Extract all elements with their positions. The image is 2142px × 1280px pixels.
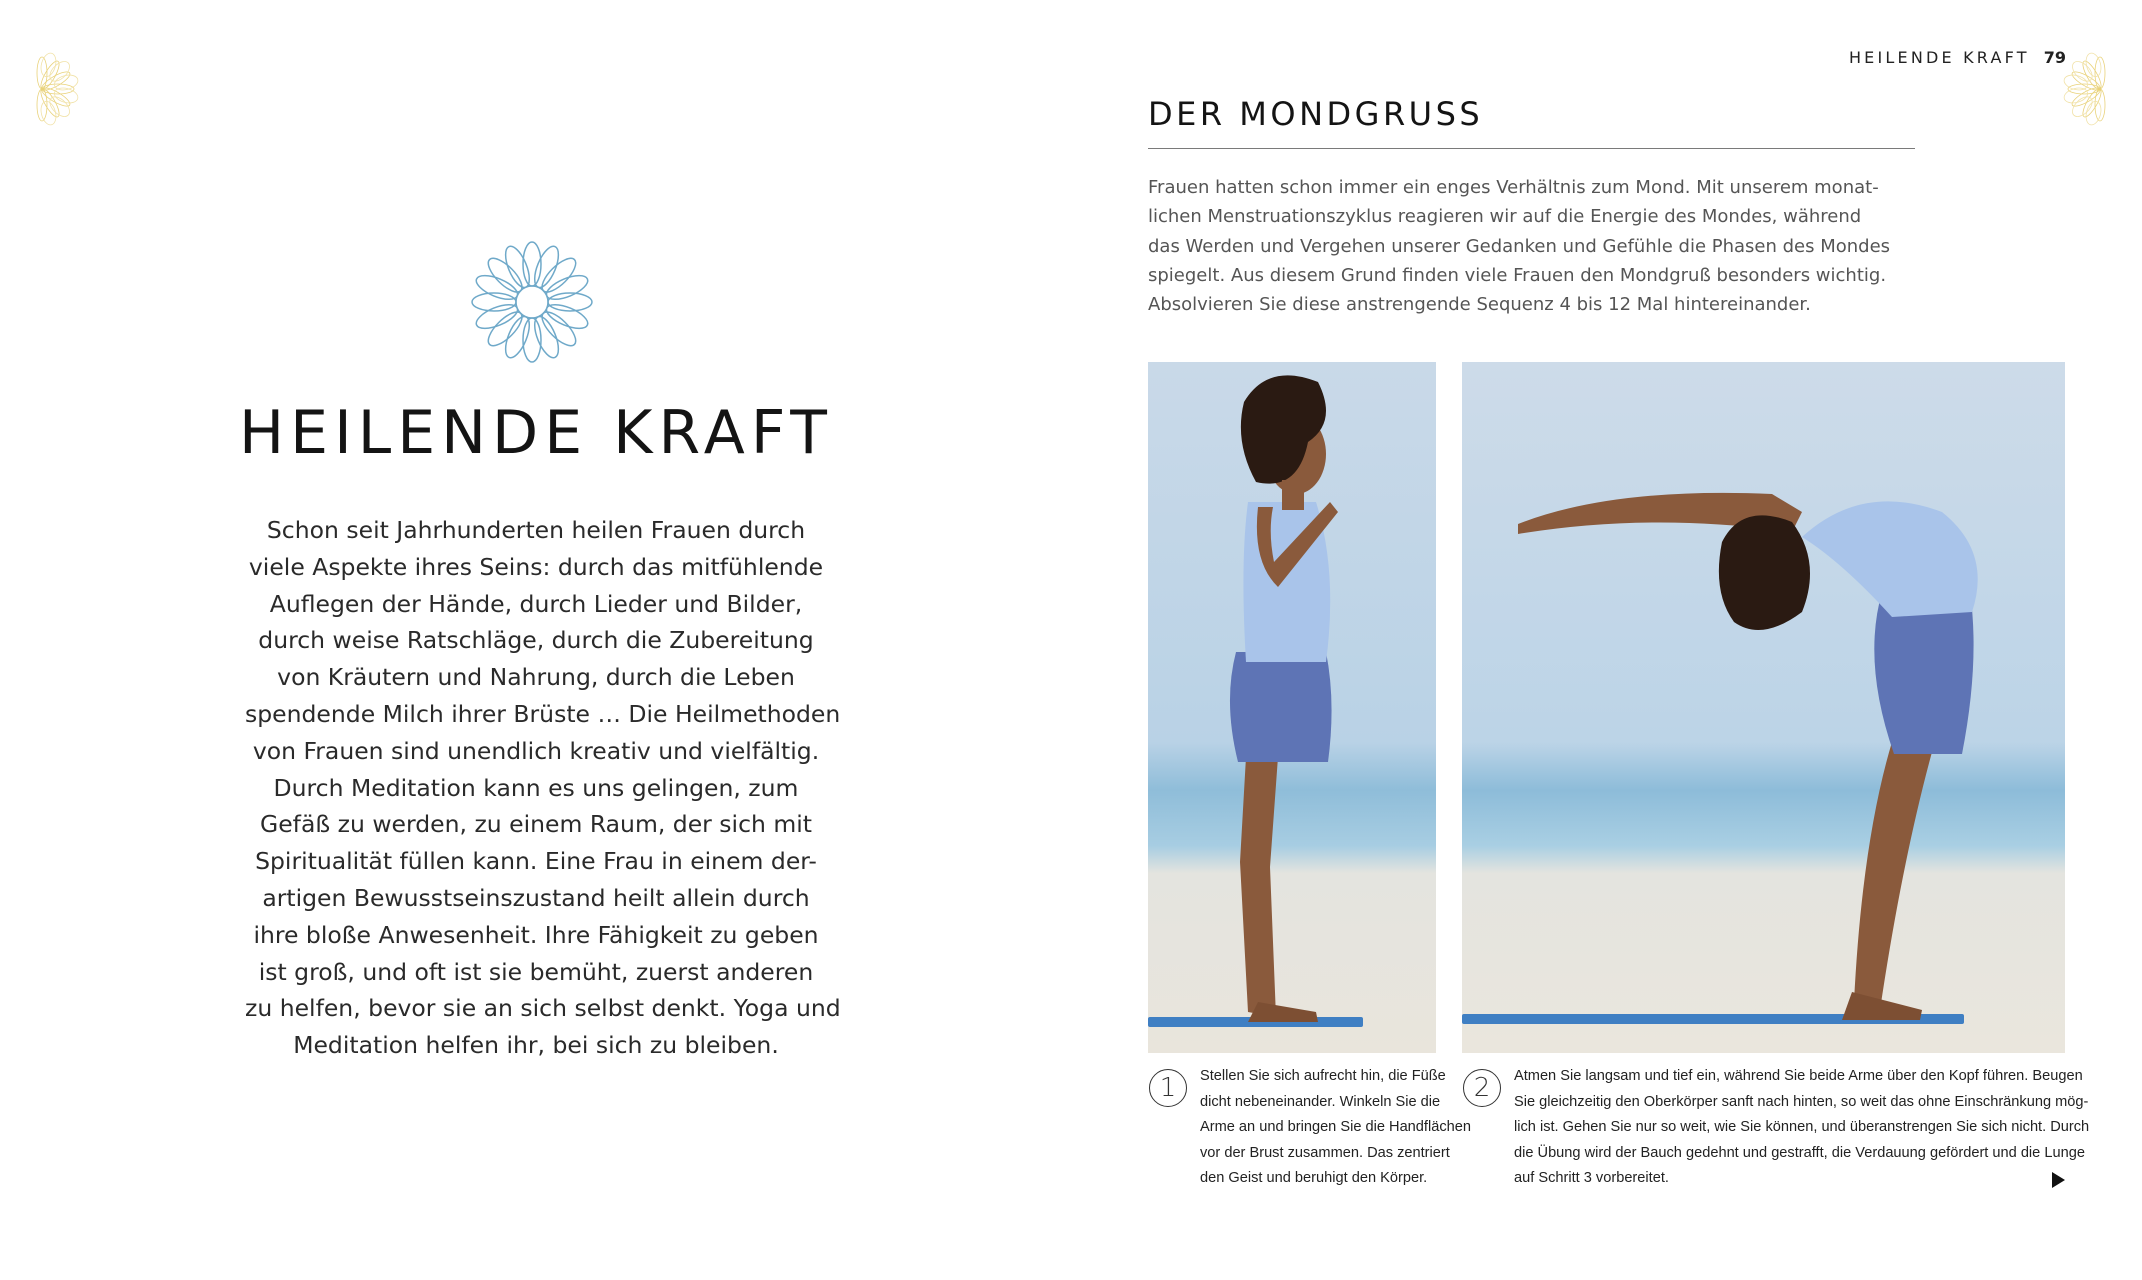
intro-text [1148,173,1928,319]
body-line: Schon seit Jahrhunderten heilen Frauen durch [266,516,806,544]
left-body-text [245,512,841,1064]
body-line: viele Aspekte ihres Seins: durch das mitfühlende [248,552,824,581]
running-head [1849,48,2066,67]
caption-line: vor der Brust zusammen. Das zentriert [1200,1144,1450,1161]
body-line: Auflegen der Hände, durch Lieder und Bilder, [269,589,803,618]
photo-step-1 [1148,362,1436,1053]
page-number: 79 [2043,48,2066,67]
body-line: Meditation helfen ihr, bei sich zu bleiben. [293,1031,779,1060]
body-line: spendende Milch ihrer Brüste … Die Heilmethoden [245,699,841,728]
play-triangle-icon[interactable] [2052,1172,2065,1188]
intro-line: lichen Menstruationszyklus reagieren wir auf die Energie des Mondes, während [1148,206,1862,228]
body-line: durch weise Ratschläge, durch die Zubereitung [258,626,814,655]
body-line: von Frauen sind unendlich kreativ und vielfältig. [252,736,820,765]
intro-line: Absolvieren Sie diese anstrengende Sequenz 4 bis 12 Mal hintereinander. [1148,294,1811,316]
intro-line: spiegelt. Aus diesem Grund finden viele Frauen den Mondgruß besonders wichtig. [1148,264,1887,286]
body-line: zu helfen, bevor sie an sich selbst denkt. Yoga und [245,994,841,1023]
caption-line: Arme an und bringen Sie die Handflächen [1200,1119,1471,1136]
step-1-caption [1200,1064,1471,1192]
caption-line: Sie gleichzeitig den Oberkörper sanft nach hinten, so weit das ohne Einschränkung mög- [1514,1093,2089,1110]
caption-line: den Geist und beruhigt den Körper. [1200,1170,1428,1187]
step-number-2: 2 [1463,1069,1501,1107]
body-line: Spiritualität füllen kann. Eine Frau in einem der- [255,847,817,876]
corner-lotus-left-icon [0,14,84,164]
intro-line: Frauen hatten schon immer ein enges Verhältnis zum Mond. Mit unserem monat- [1148,177,1879,198]
body-line: ist groß, und oft ist sie bemüht, zuerst anderen [258,957,814,986]
running-head-title: HEILENDE KRAFT [1848,48,2030,67]
page-title: DER MONDGRUSS [1148,95,1484,133]
caption-line: lich ist. Gehen Sie nur so weit, wie Sie können, und überanstrengen Sie sich nicht. Durch [1514,1119,2090,1136]
step-number-1: 1 [1149,1069,1187,1107]
body-line: artigen Bewusstseinszustand heilt allein durch [262,883,810,912]
photo-step-2 [1462,362,2065,1053]
intro-line: das Werden und Vergehen unserer Gedanken und Gefühle die Phasen des Mondes [1148,235,1891,257]
corner-lotus-right-icon [2058,14,2142,164]
body-line: ihre bloße Anwesenheit. Ihre Fähigkeit zu geben [253,920,819,949]
caption-line: auf Schritt 3 vorbereitet. [1514,1170,1669,1187]
body-line: von Kräutern und Nahrung, durch die Leben [277,663,795,692]
step-2-caption [1514,1064,2090,1192]
blue-lotus-icon [470,240,594,364]
caption-line: Stellen Sie sich aufrecht hin, die Füße [1200,1068,1446,1084]
caption-line: dicht nebeneinander. Winkeln Sie die [1200,1093,1441,1110]
body-line: Durch Meditation kann es uns gelingen, zum [273,773,799,802]
caption-line: die Übung wird der Bauch gedehnt und gestrafft, die Verdauung gefördert und die Lunge [1514,1144,2085,1161]
section-title: HEILENDE KRAFT [239,398,833,468]
body-line: Gefäß zu werden, zu einem Raum, der sich mit [260,810,812,839]
caption-line: Atmen Sie langsam und tief ein, während Sie beide Arme über den Kopf führen. Beugen [1514,1068,2083,1084]
title-rule [1148,148,1915,149]
